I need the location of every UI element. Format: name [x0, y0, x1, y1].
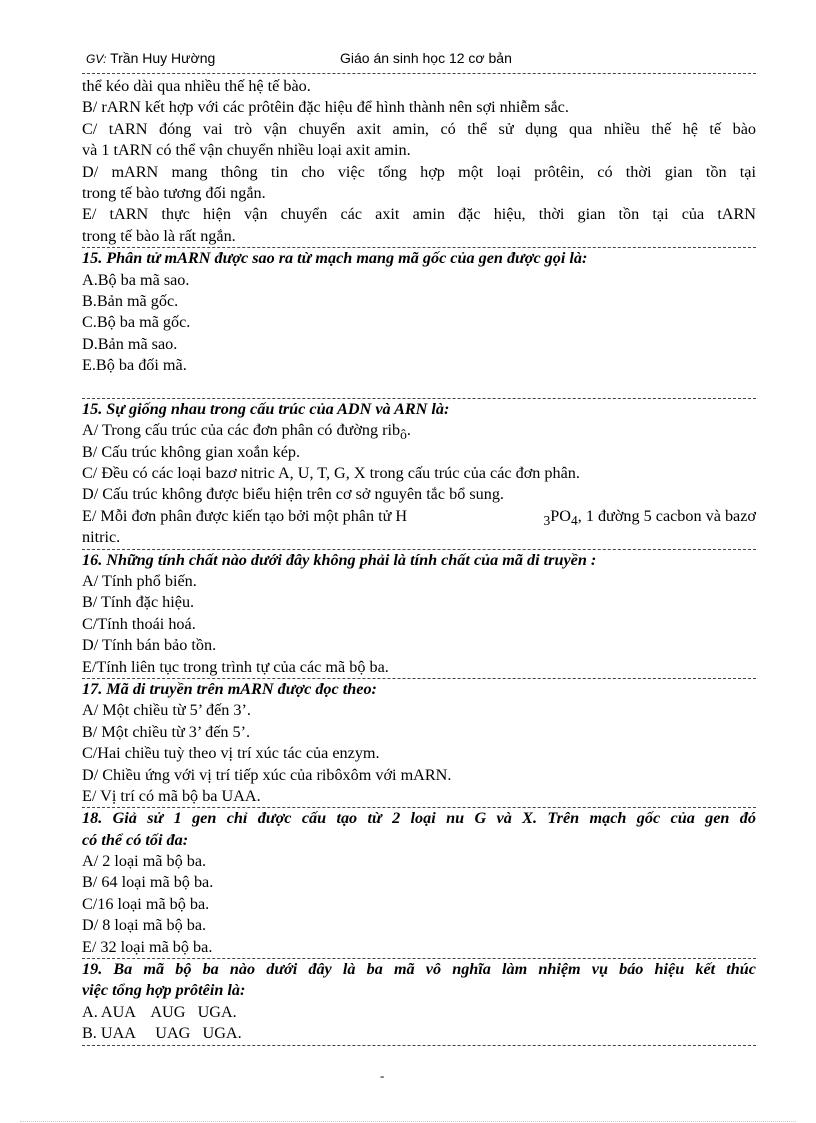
- question-15b: 15. Sự giống nhau trong cấu trúc của ADN và ARN là:: [82, 399, 450, 418]
- option-d: D.Bản mã sao.: [82, 334, 178, 353]
- option-b: B/ Tính đặc hiệu.: [82, 593, 195, 612]
- option-d: D/ Chiều ứng với vị trí tiếp xúc của ribôxôm với mARN.: [82, 765, 452, 784]
- option-c: C/ tARN đóng vai trò vận chuyển axit amin, có thể sử dụng qua nhiều thế hệ tế bào: [82, 119, 756, 138]
- option-c: C.Bộ ba mã gốc.: [82, 313, 191, 332]
- question-15a: 15. Phân tử mARN được sao ra từ mạch mang mã gốc của gen được gọi là:: [82, 249, 588, 268]
- header-rule: [82, 73, 756, 74]
- option-d: D/ 8 loại mã bộ ba.: [82, 916, 207, 935]
- option-b: B/ 64 loại mã bộ ba.: [82, 873, 214, 892]
- option-c: C/Hai chiều tuỳ theo vị trí xúc tác của enzym.: [82, 744, 380, 763]
- option-b: B.Bản mã gốc.: [82, 291, 179, 310]
- question-17: 17. Mã di truyền trên mARN được đọc theo:: [82, 679, 377, 698]
- text-line: thể kéo dài qua nhiều thế hệ tế bào.: [82, 77, 311, 95]
- option-e-cont: nitric.: [82, 527, 756, 549]
- option-d: D/ mARN mang thông tin cho việc tổng hợp một loại prôtêin, có thời gian tồn tại: [82, 162, 756, 181]
- question-18-cont: có thể có tối đa:: [82, 830, 189, 849]
- header-subject: Giáo án sinh học 12 cơ bản: [340, 50, 512, 66]
- option-b: B/ Một chiều từ 3’ đến 5’.: [82, 722, 251, 741]
- option-c-cont: và 1 tARN có thể vận chuyển nhiều loại axit amin.: [82, 141, 411, 160]
- option-d: D/ Cấu trúc không được biểu hiện trên cơ sở nguyên tắc bổ sung.: [82, 485, 504, 504]
- option-a: A/ Một chiều từ 5’ đến 3’.: [82, 701, 251, 720]
- page-bottom-rule: [20, 1121, 796, 1122]
- option-c: C/16 loại mã bộ ba.: [82, 894, 210, 913]
- option-e: E/ Mỗi đơn phân được kiến tạo bởi một phân tử H $_3PO_4$, 1 đường 5 cacbon và bazơ: [82, 506, 756, 529]
- option-e: E/ tARN thực hiện vận chuyển các axit amin đặc hiệu, thời gian tồn tại của tARN: [82, 205, 756, 224]
- option-c: C/Tính thoái hoá.: [82, 614, 196, 633]
- header-author: GV: Trần Huy Hường: [86, 50, 216, 66]
- option-a: A/ Trong cấu trúc của các đơn phân có đường rib$_ô$.: [82, 421, 411, 443]
- option-e: E/Tính liên tục trong trình tự của các mã bộ ba.: [82, 657, 756, 679]
- option-d-cont: trong tế bào tương đối ngắn.: [82, 183, 266, 202]
- option-e: E/ Vị trí có mã bộ ba UAA.: [82, 786, 756, 808]
- option-a: A.Bộ ba mã sao.: [82, 270, 190, 289]
- option-a: A. AUA AUG UGA.: [82, 1002, 237, 1021]
- question-16: 16. Những tính chất nào dưới đây không phải là tính chất của mã di truyền :: [82, 550, 597, 569]
- option-e: E/ 32 loại mã bộ ba.: [82, 937, 756, 959]
- footer-mark: -: [380, 1068, 385, 1083]
- option-c: C/ Đều có các loại bazơ nitric A, U, T, G, X trong cấu trúc của các đơn phân.: [82, 464, 580, 483]
- section-divider: [82, 376, 756, 398]
- option-b: B. UAA UAG UGA.: [82, 1023, 756, 1045]
- question-19: 19. Ba mã bộ ba nào dưới đây là ba mã vô nghĩa làm nhiệm vụ báo hiệu kết thúc: [82, 960, 756, 979]
- question-19-cont: việc tổng hợp prôtêin là:: [82, 981, 246, 1000]
- option-a: A/ Tính phổ biến.: [82, 571, 197, 590]
- page-header: [82, 50, 756, 70]
- option-b: B/ rARN kết hợp với các prôtêin đặc hiệu để hình thành nên sợi nhiễm sắc.: [82, 98, 569, 117]
- option-e-cont: trong tế bào là rất ngắn.: [82, 226, 756, 248]
- document-body: [82, 76, 756, 1046]
- question-18: 18. Giả sử 1 gen chỉ được cấu tạo từ 2 loại nu G và X. Trên mạch gốc của gen đó: [82, 809, 756, 828]
- option-b: B/ Cấu trúc không gian xoắn kép.: [82, 442, 301, 461]
- option-e: E.Bộ ba đối mã.: [82, 356, 187, 375]
- option-d: D/ Tính bán bảo tồn.: [82, 636, 217, 655]
- option-a: A/ 2 loại mã bộ ba.: [82, 852, 207, 871]
